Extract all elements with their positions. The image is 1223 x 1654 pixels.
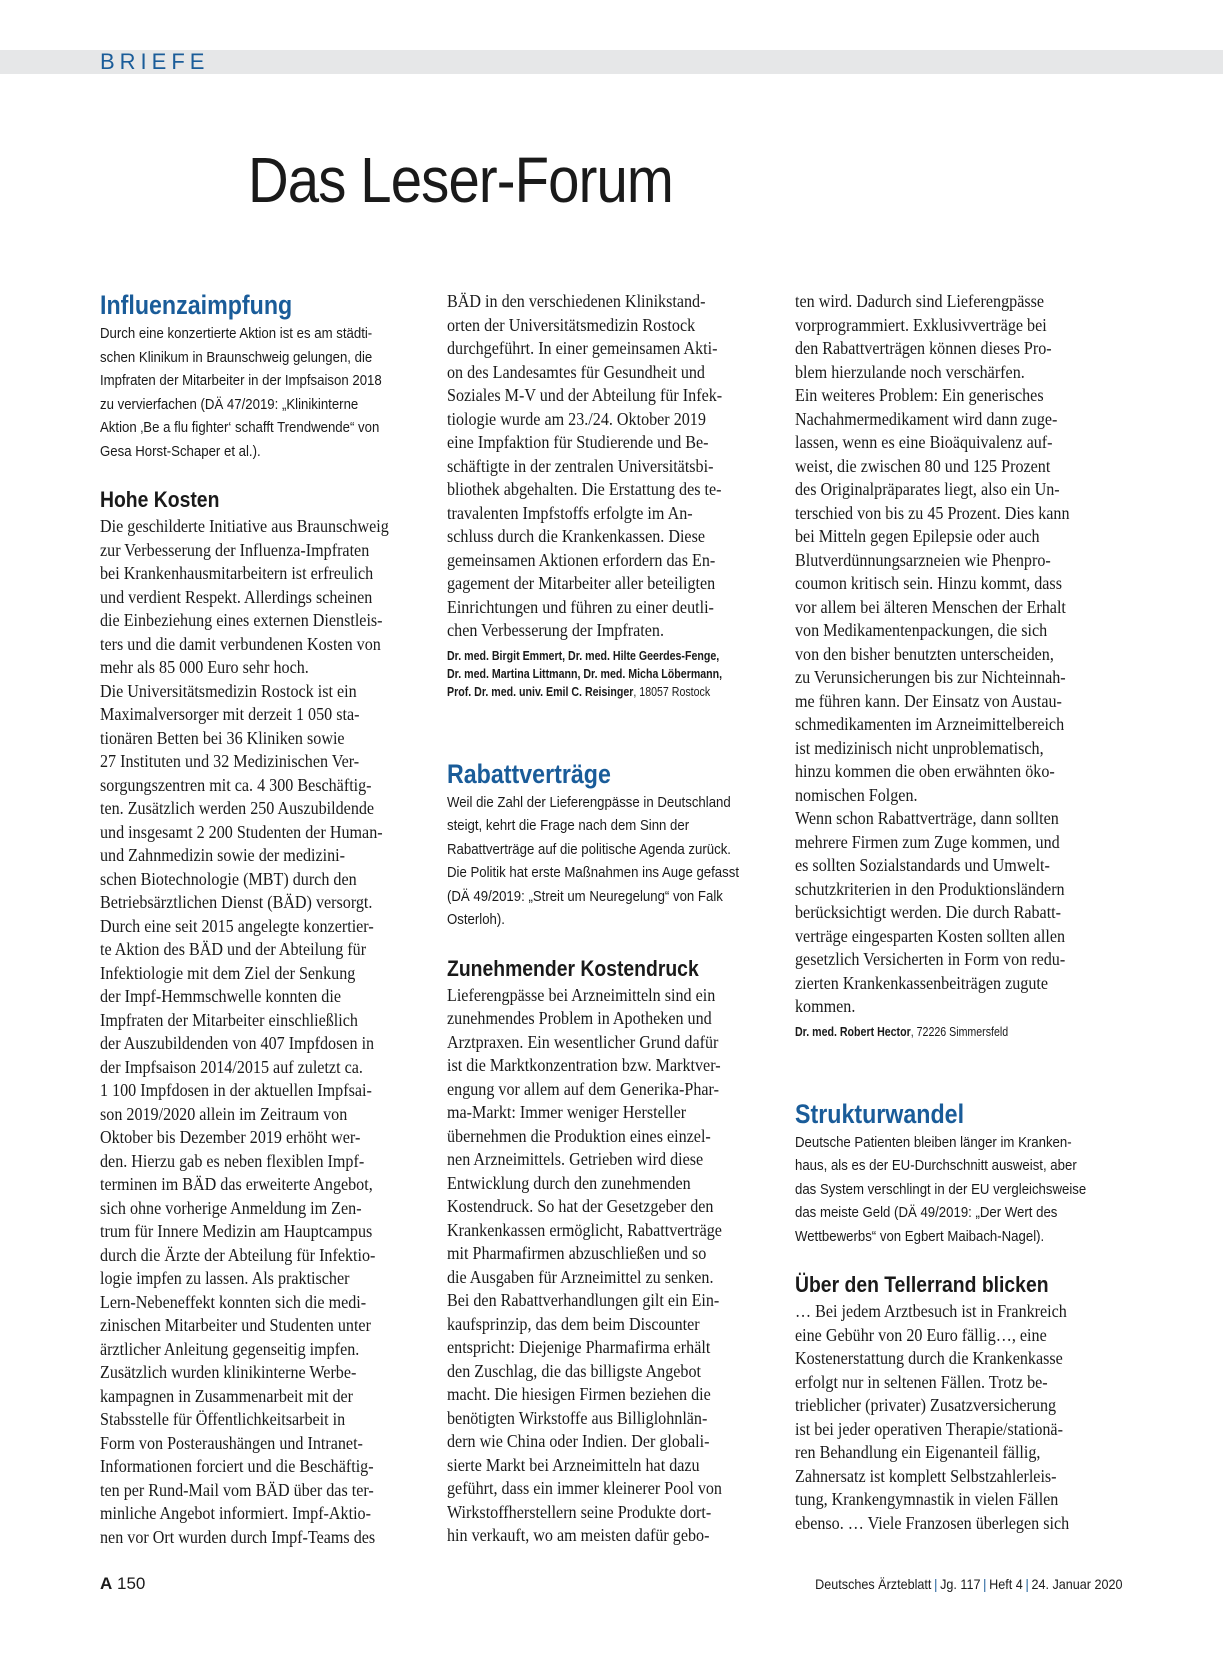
text-line: bei Krankenhausmitarbeitern ist erfreulich [100,563,374,583]
text-line: ten wird. Dadurch sind Lieferengpässe [795,291,1045,311]
text-line: macht. Die hiesigen Firmen beziehen die [447,1384,711,1404]
text-line: schutzkriterien in den Produktionsländern [795,878,1065,899]
text-line: verträge eingesparten Kosten sollten allen [795,925,1066,946]
text-line: BÄD in den verschiedenen Klinikstand- [447,291,706,311]
text-line: Oktober bis Dezember 2019 erhöht wer- [100,1127,361,1147]
signature-line: Dr. med. Martina Littmann, Dr. med. Micha Löbermann, [447,666,723,681]
text-line: steigt, kehrt die Frage nach dem Sinn der [447,817,690,834]
text-line: die Einbeziehung eines externen Dienstleis- [100,610,383,630]
text-line: Lieferengpässe bei Arzneimitteln sind ein [447,984,716,1005]
text-line: ten per Rund-Mail vom BÄD über das ter- [100,1479,374,1500]
text-line: Maximalversorger mit derzeit 1 050 sta- [100,704,360,724]
text-line: weist, die zwischen 80 und 125 Prozent [795,455,1051,476]
text-line: der Auszubildenden von 407 Impfdosen in [100,1033,375,1053]
text-line: haus, als es der EU-Durchschnitt ausweist, aber [795,1157,1077,1174]
text-line: ebenso. … Viele Franzosen überlegen sich [795,1512,1070,1533]
text-line: (DÄ 49/2019: „Streit um Neuregelung“ von Falk [447,887,723,905]
text-line: tionären Betten bei 36 Kliniken sowie [100,727,345,748]
text-line: der Impf-Hemmschwelle konnten die [100,986,341,1006]
teaser-rabattvertraege [447,791,739,932]
text-line: orten der Universitätsmedizin Rostock [447,314,696,335]
journal-name: Deutsches Ärzteblatt [815,1576,932,1592]
text-line: Arztpraxen. Ein wesentlicher Grund dafür [447,1031,719,1052]
text-line: Wirkstoffherstellern seine Produkte dort- [447,1501,712,1522]
text-line: minliche Angebot informiert. Impf-Aktio- [100,1503,371,1523]
text-line: trieblicher (privater) Zusatzversicherung [795,1395,1057,1415]
column-2 [447,290,779,1548]
text-line: des Originalpräparates liegt, also ein Un- [795,479,1060,499]
signature-name: Dr. med. Robert Hector [795,1024,911,1039]
page-number-value: 150 [117,1574,146,1593]
teaser-strukturwandel [795,1131,1087,1249]
text-line: Durch eine konzertierte Aktion ist es am städti- [100,325,373,342]
text-line: schmedikamenten im Arzneimittelbereich [795,714,1065,734]
text-line: Zusätzlich wurden klinikinterne Werbe- [100,1362,357,1382]
teaser-influenzaimpfung [100,322,392,463]
text-line: schen Biotechnologie (MBT) durch den [100,868,357,889]
text-line: das System verschlingt in der EU vergleichsweise [795,1180,1087,1198]
text-line: den Rabattverträgen können dieses Pro- [795,338,1052,358]
text-line: gagement der Mitarbeiter aller beteiligten [447,573,716,593]
text-line: Rabattverträge auf die politische Agenda zurück. [447,840,731,858]
text-line: sierte Markt bei Arzneimitteln hat dazu [447,1454,700,1475]
text-line: vor allem bei älteren Menschen der Erhalt [795,596,1066,617]
text-line: eine Gebühr von 20 Euro fällig…, eine [795,1324,1047,1345]
page-title: Das Leser-Forum [248,144,673,216]
text-line: bei Mitteln gegen Epilepsie oder auch [795,526,1040,546]
text-line: Kostendruck. So hat der Gesetzgeber den [447,1196,714,1216]
text-line: die Ausgaben für Arzneimittel zu senken. [447,1266,714,1287]
text-line: Stabsstelle für Öffentlichkeitsarbeit in [100,1409,346,1429]
text-line: ters und die damit verbundenen Kosten von [100,633,381,654]
text-line: und verdient Respekt. Allerdings scheinen [100,586,373,607]
text-line: es sollten Sozialstandards und Umwelt- [795,855,1050,875]
text-line: hinzu kommen die oben erwähnten öko- [795,761,1055,781]
text-line: Form von Posteraushängen und Intranet- [100,1432,363,1453]
page-prefix: A [100,1574,113,1593]
text-line: hin verkauft, wo am meisten dafür gebo- [447,1525,710,1545]
text-line: me führen kann. Der Einsatz von Austau- [795,690,1062,711]
text-line: ist bei jeder operativen Therapie/stationä- [795,1418,1063,1439]
text-line: blem hierzulande noch verschärfen. [795,361,1025,382]
letter-body-kostendruck-continued [795,290,1100,1019]
text-line: Informationen forciert und die Beschäftig- [100,1456,374,1476]
text-line: zierten Krankenkassenbeiträgen zugute [795,972,1049,993]
journal-volume: Jg. 117 [940,1576,981,1592]
text-line: 1 100 Impfdosen in der aktuellen Impfsai- [100,1080,372,1100]
text-line: Impfraten der Mitarbeiter einschließlich [100,1009,358,1030]
text-line: zinischen Mitarbeiter und Studenten unter [100,1315,371,1335]
text-line: nen Arzneimittels. Getrieben wird diese [447,1149,704,1169]
text-line: und Zahnmedizin sowie der medizini- [100,845,346,865]
text-line: übernehmen die Produktion eines einzel- [447,1125,711,1146]
text-line: Blutverdünnungsarzneien wie Phenpro- [795,549,1051,570]
text-line: logie impfen zu lassen. Als praktischer [100,1268,350,1288]
journal-issue: Heft 4 [989,1576,1024,1592]
text-line: terschied von bis zu 45 Prozent. Dies kann [795,502,1070,523]
text-line: ren Behandlung ein Eigenanteil fällig, [795,1442,1041,1462]
text-line: erfolgt nur in seltenen Fällen. Trotz be- [795,1371,1048,1392]
text-line: Bei den Rabattverhandlungen gilt ein Ein- [447,1290,720,1310]
signature-simmersfeld [795,1023,1077,1041]
text-line: Betriebsärztlichen Dienst (BÄD) versorgt. [100,892,373,912]
text-line: chen Verbesserung der Impfraten. [447,620,664,640]
text-line: Nachahmermedikament wird dann zuge- [795,408,1058,429]
text-line: Deutsche Patienten bleiben länger im Kranken- [795,1133,1072,1151]
page-number [100,1573,145,1595]
text-line: Zahnersatz ist komplett Selbstzahlerleis- [795,1465,1057,1486]
text-line: tung, Krankengymnastik in vielen Fällen [795,1489,1059,1509]
text-line: Krankenkassen ermöglicht, Rabattverträge [447,1219,722,1240]
text-line: ten. Zusätzlich werden 250 Auszubildende [100,798,375,818]
subheading-tellerrand: Über den Tellerrand blicken [795,1272,1049,1297]
text-line: Infektiologie mit dem Ziel der Senkung [100,962,356,983]
text-line: Entwicklung durch den zunehmenden [447,1172,691,1193]
signature-rostock [447,647,729,701]
text-line: eine Impfaktion für Studierende und Be- [447,432,709,452]
text-line: trum für Innere Medizin am Hauptcampus [100,1221,373,1241]
signature-place: , 72226 Simmersfeld [910,1024,1009,1039]
text-line: schluss durch die Krankenkassen. Diese [447,526,705,546]
text-line: sorgungszentren mit ca. 4 300 Beschäftig- [100,774,372,795]
text-line: Die Universitätsmedizin Rostock ist ein [100,680,357,701]
text-line: son 2019/2020 allein im Zeitraum von [100,1103,348,1124]
text-line: coumon kritisch sein. Hinzu kommt, dass [795,573,1062,593]
heading-strukturwandel: Strukturwandel [795,1098,965,1129]
text-line: ärztlicher Anleitung gegenseitig impfen. [100,1338,360,1359]
text-line: engung vor allem auf dem Generika-Phar- [447,1078,719,1099]
text-line: berücksichtigt werden. Die durch Rabatt- [795,902,1062,922]
text-line: gemeinsamen Aktionen erfordern das En- [447,549,716,570]
text-line: mit Pharmafirmen abzuschließen und so [447,1243,707,1263]
text-line: te Aktion des BÄD und der Abteilung für [100,939,367,959]
text-line: geführt, dass ein immer kleinerer Pool von [447,1478,722,1498]
column-1 [100,288,432,1549]
text-line: ist die Marktkonzentration bzw. Marktver- [447,1055,721,1075]
text-line: Gesa Horst-Schaper et al.). [100,442,261,460]
text-line: … Bei jedem Arztbesuch ist in Frankreich [795,1301,1067,1321]
text-line: lassen, wenn es eine Bioäquivalenz auf- [795,432,1053,452]
section-label: BRIEFE [100,49,210,74]
text-line: von den bisher benutzten unterscheiden, [795,643,1054,664]
text-line: zur Verbesserung der Influenza-Impfraten [100,539,370,560]
text-line: schäftigte in der zentralen Universitätsbi- [447,455,714,476]
text-line: Soziales M-V und der Abteilung für Infek- [447,385,723,405]
signature-place: , 18057 Rostock [633,684,711,699]
column-3 [795,290,1127,1535]
letter-body-hohe-kosten [100,515,405,1549]
text-line: Osterloh). [447,911,505,928]
text-line: dern wie China oder Indien. Der globali- [447,1431,710,1451]
letter-body-continued [447,290,752,643]
text-line: Durch eine seit 2015 angelegte konzertier- [100,915,374,936]
text-line: on des Landesamtes für Gesundheit und [447,361,705,382]
text-line: den. Hierzu gab es neben flexiblen Impf- [100,1150,365,1171]
text-line: der Impfsaison 2014/2015 auf zuletzt ca. [100,1056,363,1077]
text-line: kaufsprinzip, das dem beim Discounter [447,1313,700,1334]
text-line: zu Verunsicherungen bis zur Nichteinnah- [795,667,1066,687]
text-line: bliothek abgehalten. Die Erstattung des te- [447,479,722,499]
heading-rabattvertraege: Rabattverträge [447,758,611,789]
text-line: durch die Ärzte der Abteilung für Infektio- [100,1244,376,1265]
heading-influenzaimpfung: Influenzaimpfung [100,290,293,320]
text-line: sich ohne vorherige Anmeldung im Zen- [100,1197,362,1218]
text-line: Aktion ‚Be a flu fighter‘ schafft Trendwende“ von [100,419,380,436]
text-line: den Zuschlag, die das billigste Angebot [447,1360,701,1381]
text-line: Die Politik hat erste Maßnahmen ins Auge gefasst [447,864,740,881]
text-line: kommen. [795,996,856,1016]
journal-footer: Deutsches Ärzteblatt | Jg. 117 | Heft 4 | 24. Januar 2020 [815,1576,1123,1592]
text-line: das meiste Geld (DÄ 49/2019: „Der Wert des [795,1204,1058,1221]
text-line: benötigten Wirkstoffe aus Billiglohnlän- [447,1407,708,1428]
text-line: Weil die Zahl der Lieferengpässe in Deutschland [447,793,731,811]
text-line: von Medikamentenpackungen, die sich [795,620,1048,640]
text-line: Lern-Nebeneffekt konnten sich die medi- [100,1291,367,1312]
text-line: kampagnen in Zusammenarbeit mit der [100,1385,354,1406]
letter-body-kostendruck [447,984,752,1548]
text-line: durchgeführt. In einer gemeinsamen Akti- [447,338,718,358]
signature-line: Prof. Dr. med. univ. Emil C. Reisinger [447,684,634,699]
journal-date: 24. Januar 2020 [1031,1576,1123,1592]
text-line: entspricht: Diejenige Pharmafirma erhält [447,1337,711,1357]
text-line: Impfraten der Mitarbeiter in der Impfsaison 2018 [100,372,382,389]
text-line: tiologie wurde am 23./24. Oktober 2019 [447,408,706,429]
text-line: nen vor Ort wurden durch Impf-Teams des [100,1526,376,1547]
text-line: Kostenerstattung durch die Krankenkasse [795,1348,1063,1368]
text-line: Einrichtungen und führen zu einer deutli- [447,596,714,617]
text-line: vorprogrammiert. Exklusivverträge bei [795,314,1047,335]
text-line: Wenn schon Rabattverträge, dann sollten [795,808,1059,828]
text-line: travalenten Impfstoffs erfolgte im An- [447,502,693,523]
text-line: Die geschilderte Initiative aus Braunschweig [100,516,389,536]
text-line: zu vervierfachen (DÄ 47/2019: „Klinikinterne [100,395,359,413]
subheading-kostendruck: Zunehmender Kostendruck [447,955,699,981]
text-line: 27 Instituten und 32 Medizinischen Ver- [100,751,360,771]
subheading-hohe-kosten: Hohe Kosten [100,487,220,512]
text-line: und insgesamt 2 200 Studenten der Human- [100,821,383,842]
text-line: ma-Markt: Immer weniger Hersteller [447,1102,687,1122]
signature-line: Dr. med. Birgit Emmert, Dr. med. Hilte Geerdes-Fenge, [447,648,720,663]
text-line: Ein weiteres Problem: Ein generisches [795,385,1044,405]
text-line: mehrere Firmen zum Zuge kommen, und [795,831,1060,852]
text-line: Wettbewerbs“ von Egbert Maibach-Nagel). [795,1227,1045,1245]
text-line: schen Klinikum in Braunschweig gelungen, die [100,348,373,366]
letter-body-tellerrand [795,1300,1100,1535]
text-line: gesetzlich Versicherten in Form von redu- [795,949,1066,969]
text-line: mehr als 85 000 Euro sehr hoch. [100,657,309,677]
text-line: nomischen Folgen. [795,784,918,805]
text-line: terminen im BÄD das erweiterte Angebot, [100,1174,373,1194]
text-line: zunehmendes Problem in Apotheken und [447,1008,712,1028]
text-line: ist medizinisch nicht unproblematisch, [795,737,1044,758]
